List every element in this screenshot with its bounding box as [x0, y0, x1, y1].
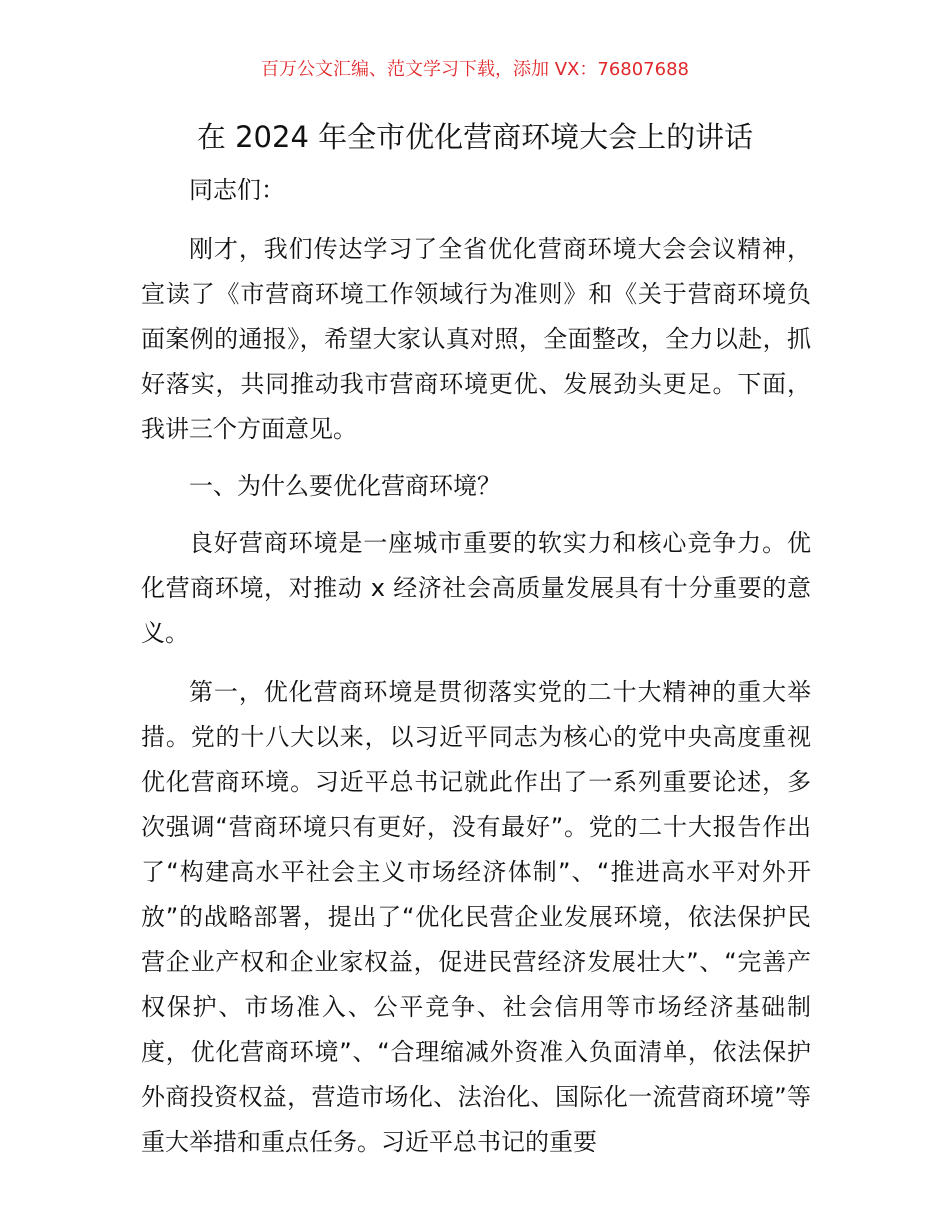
- paragraph-intro: 良好营商环境是一座城市重要的软实力和核心竞争力。优化营商环境，对推动 x 经济社会高质量发展具有十分重要的意义。: [141, 529, 811, 647]
- document-body: [141, 168, 811, 1165]
- salutation: 同志们：: [189, 176, 285, 204]
- page-title: 在 2024 年全市优化营商环境大会上的讲话: [196, 120, 754, 154]
- header-banner: 百万公文汇编、范文学习下载，添加 VX：76807688: [261, 59, 689, 80]
- paragraph-first-point: 第一，优化营商环境是贯彻落实党的二十大精神的重大举措。党的十八大以来，以习近平同志为核心的党中央高度重视优化营商环境。习近平总书记就此作出了一系列重要论述，多次强调“营商环境只有更好，没有最好”。党的二十大报告作出了“构建高水平社会主义市场经济体制”、“推进高水平对外开放”的战略部署，提出了“优化民营企业发展环境，依法保护民营企业产权和企业家权益，促进民营经济发展壮大”、“完善产权保护、市场准入、公平竞争、社会信用等市场经济基础制度，优化营商环境”、“合理缩减外资准入负面清单，依法保护外商投资权益，营造市场化、法治化、国际化一流营商环境”等重大举措和重点任务。习近平总书记的重要: [141, 678, 811, 1156]
- section-heading: 一、为什么要优化营商环境？: [189, 472, 501, 500]
- paragraph-opening: 刚才，我们传达学习了全省优化营商环境大会会议精神，宣读了《市营商环境工作领域行为准则》和《关于营商环境负面案例的通报》，希望大家认真对照，全面整改，全力以赴，抓好落实，共同推动我市营商环境更优、发展劲头更足。下面，我讲三个方面意见。: [141, 235, 811, 443]
